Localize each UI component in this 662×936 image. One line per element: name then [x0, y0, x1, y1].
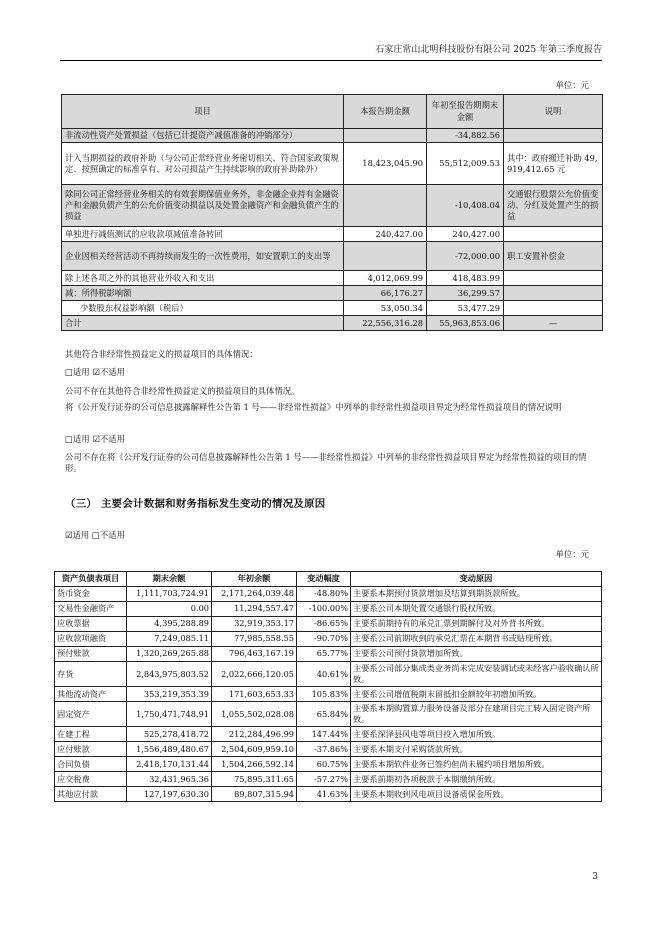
row-end: 1,556,489,480.67 — [127, 742, 212, 757]
table-row — [62, 271, 603, 286]
row-end: 2,843,975,803.52 — [127, 662, 212, 687]
table-header-row — [62, 95, 603, 129]
row-item: 除上述各项之外的其他营业外收入和支出 — [62, 271, 344, 286]
table-row — [55, 702, 602, 727]
row-begin: 212,284,496.99 — [212, 727, 297, 742]
row-item: 应收票据 — [55, 617, 127, 632]
row-item: 非流动性资产处置损益（包括已计提资产减值准备的冲销部分） — [62, 129, 344, 143]
row-item: 应付账款 — [55, 742, 127, 757]
row-note: — — [504, 316, 603, 331]
row-begin: 2,504,609,959.10 — [212, 742, 297, 757]
row-ytd: 55,963,853.06 — [427, 316, 504, 331]
row-item: 交易性金融资产 — [55, 602, 127, 617]
applicable-checkbox-3: ☑适用 □不适用 — [65, 530, 125, 540]
header-item: 资产负债表项目 — [55, 572, 127, 587]
non-recurring-items-table — [61, 94, 603, 331]
row-reason: 主要系本期支付采购货款所致。 — [351, 742, 602, 757]
row-begin: 1,055,502,028.08 — [212, 702, 297, 727]
row-reason: 主要系前期初各项税款于本期缴纳所致。 — [351, 772, 602, 787]
row-change: 41.63% — [297, 787, 351, 802]
row-current: 66,176.27 — [344, 286, 427, 301]
unit-label: 单位：元 — [555, 80, 589, 90]
row-item: 企业因相关经营活动不再持续而发生的一次性费用，如安置职工的支出等 — [62, 242, 344, 271]
row-begin: 89,807,315.94 — [212, 787, 297, 802]
no-reclassification-text: 公司不存在将《公开发行证券的公司信息披露解释性公告第 1 号——非经常性损益》中列举的非经常性损益项目界定为经常性损益的项目的情形。 — [65, 452, 587, 474]
row-reason: 主要系本期收到风电项目设备质保金所致。 — [351, 787, 602, 802]
section-title: （三） 主要会计数据和财务指标发生变动的情况及原因 — [65, 498, 326, 510]
row-end: 127,197,630.30 — [127, 787, 212, 802]
row-ytd: 240,427.00 — [427, 227, 504, 242]
row-change: 40.61% — [297, 662, 351, 687]
table-row — [62, 286, 603, 301]
header-ytd: 年初至报告期期末金额 — [427, 95, 504, 129]
row-item: 除同公司正常经营业务相关的有效套期保值业务外，非金融企业持有金融资产和金融负债产生的公允价值变动损益以及处置金融资产和金融负债产生的损益 — [62, 185, 344, 227]
row-end: 32,431,965.36 — [127, 772, 212, 787]
row-item: 预付账款 — [55, 647, 127, 662]
row-item: 固定资产 — [55, 702, 127, 727]
table-row — [62, 227, 603, 242]
no-other-items-text: 公司不存在其他符合非经常性损益定义的损益项目的具体情况。 — [65, 386, 300, 396]
table-row — [62, 143, 603, 185]
row-reason: 主要系公司预付货款增加所致。 — [351, 647, 602, 662]
table-row — [55, 787, 602, 802]
table-row — [55, 617, 602, 632]
row-current: 22,556,316.28 — [344, 316, 427, 331]
row-end: 1,750,471,748.91 — [127, 702, 212, 727]
row-item: 其他流动资产 — [55, 687, 127, 702]
table-row — [55, 742, 602, 757]
row-ytd: 418,483.99 — [427, 271, 504, 286]
row-reason: 主要系深泽县风电等项目投入增加所致。 — [351, 727, 602, 742]
row-reason: 主要系公司本期处置交通银行股权所致。 — [351, 602, 602, 617]
table-row — [55, 602, 602, 617]
row-begin: 796,463,167.19 — [212, 647, 297, 662]
row-note: 其中：政府搬迁补助 49,919,412.65 元 — [504, 143, 603, 185]
row-begin: 11,294,557.47 — [212, 602, 297, 617]
other-items-text: 其他符合非经常性损益定义的损益项目的具体情况： — [65, 349, 258, 359]
row-current — [344, 185, 427, 227]
row-reason: 主要系本期软件业务已签约但尚未履约项目增加所致。 — [351, 757, 602, 772]
row-item: 少数股东权益影响额（税后） — [62, 301, 344, 316]
row-change: -90.70% — [297, 632, 351, 647]
table-row — [55, 647, 602, 662]
row-reason: 主要系本期购置算力服务设备及部分在建项目完工转入固定资产所致。 — [351, 702, 602, 727]
table-total-row — [62, 316, 603, 331]
row-item: 存货 — [55, 662, 127, 687]
row-begin: 1,504,266,592.14 — [212, 757, 297, 772]
row-reason: 主要系公司前期收到的承兑汇票在本期背书或贴现所致。 — [351, 632, 602, 647]
row-begin: 75,895,311.65 — [212, 772, 297, 787]
row-item: 减：所得税影响额 — [62, 286, 344, 301]
row-ytd: -72,000.00 — [427, 242, 504, 271]
row-begin: 171,603,653.33 — [212, 687, 297, 702]
table-row — [62, 129, 603, 143]
row-reason: 主要系前期持有的承兑汇票到期解付及对外背书所致。 — [351, 617, 602, 632]
page-number: 3 — [592, 872, 598, 882]
row-item: 计入当期损益的政府补助（与公司正常经营业务密切相关、符合国家政策规定、按照确定的标准享有、对公司损益产生持续影响的政府补助除外） — [62, 143, 344, 185]
row-end: 525,278,418.72 — [127, 727, 212, 742]
header-begin: 年初余额 — [212, 572, 297, 587]
balance-sheet-changes-table — [54, 571, 602, 802]
row-note: 职工安置补偿金 — [504, 242, 603, 271]
row-end: 1,320,269,265.88 — [127, 647, 212, 662]
row-current: 18,423,045.90 — [344, 143, 427, 185]
row-change: 65.77% — [297, 647, 351, 662]
table-row — [55, 727, 602, 742]
table-row — [62, 185, 603, 227]
reclassification-text: 将《公开发行证券的公司信息披露解释性公告第 1 号——非经常性损益》中列举的非经常性损益项目界定为经常性损益项目的情况说明 — [65, 402, 562, 412]
page-header: 石家庄常山北明科技股份有限公司 2025 年第三季度报告 — [375, 45, 602, 55]
applicable-checkbox-2: □适用 ☑不适用 — [65, 434, 125, 444]
row-change: -48.80% — [297, 587, 351, 602]
row-change: 105.83% — [297, 687, 351, 702]
row-begin: 32,919,353.17 — [212, 617, 297, 632]
row-end: 0.00 — [127, 602, 212, 617]
row-item: 应收款项融资 — [55, 632, 127, 647]
row-change: -86.65% — [297, 617, 351, 632]
header-reason: 变动原因 — [351, 572, 602, 587]
table-row — [62, 301, 603, 316]
row-item: 合同负债 — [55, 757, 127, 772]
row-change: -37.86% — [297, 742, 351, 757]
row-reason: 主要系公司增值税期末留抵扣金额较年初增加所致。 — [351, 687, 602, 702]
row-reason: 主要系本期预付货款增加及结算到期货款所致。 — [351, 587, 602, 602]
header-current: 本报告期金额 — [344, 95, 427, 129]
row-current: 4,012,069.99 — [344, 271, 427, 286]
row-ytd: -10,408.04 — [427, 185, 504, 227]
table-row — [55, 687, 602, 702]
table-row — [55, 632, 602, 647]
row-current: 53,050.34 — [344, 301, 427, 316]
applicable-checkbox-1: □适用 ☑不适用 — [65, 367, 125, 377]
header-item: 项目 — [62, 95, 344, 129]
row-note — [504, 227, 603, 242]
row-end: 4,395,288.89 — [127, 617, 212, 632]
row-ytd: -34,882.56 — [427, 129, 504, 143]
table-row — [55, 662, 602, 687]
header-note: 说明 — [504, 95, 603, 129]
header-end: 期末余额 — [127, 572, 212, 587]
header-divider — [60, 60, 602, 61]
row-begin: 2,171,264,039.48 — [212, 587, 297, 602]
row-end: 1,111,703,724.91 — [127, 587, 212, 602]
row-end: 353,219,353.39 — [127, 687, 212, 702]
row-end: 7,249,085.11 — [127, 632, 212, 647]
row-item: 在建工程 — [55, 727, 127, 742]
row-begin: 77,985,558.55 — [212, 632, 297, 647]
table-row — [55, 587, 602, 602]
row-ytd: 36,299.57 — [427, 286, 504, 301]
row-change: 65.84% — [297, 702, 351, 727]
table-row — [55, 772, 602, 787]
row-note — [504, 271, 603, 286]
row-end: 2,418,170,131.44 — [127, 757, 212, 772]
row-item: 单独进行减值测试的应收款项减值准备转回 — [62, 227, 344, 242]
row-current — [344, 129, 427, 143]
row-item: 应交税费 — [55, 772, 127, 787]
row-ytd: 53,477.29 — [427, 301, 504, 316]
row-reason: 主要系公司部分集成类业务尚未完成安装调试或未经客户验收确认所致。 — [351, 662, 602, 687]
row-item: 货币资金 — [55, 587, 127, 602]
row-current: 240,427.00 — [344, 227, 427, 242]
table-row — [62, 242, 603, 271]
row-change: 147.44% — [297, 727, 351, 742]
row-change: -100.00% — [297, 602, 351, 617]
row-note — [504, 286, 603, 301]
row-item: 其他应付款 — [55, 787, 127, 802]
row-change: -57.27% — [297, 772, 351, 787]
row-note — [504, 129, 603, 143]
row-item: 合计 — [62, 316, 344, 331]
unit-label-2: 单位：元 — [555, 549, 589, 559]
table-header-row — [55, 572, 602, 587]
row-note: 交通银行股票公允价值变动、分红及处置产生的损益 — [504, 185, 603, 227]
row-current — [344, 242, 427, 271]
row-ytd: 55,512,009.53 — [427, 143, 504, 185]
table-row — [55, 757, 602, 772]
header-change: 变动幅度 — [297, 572, 351, 587]
row-begin: 2,022,666,120.05 — [212, 662, 297, 687]
row-change: 60.75% — [297, 757, 351, 772]
row-note — [504, 301, 603, 316]
